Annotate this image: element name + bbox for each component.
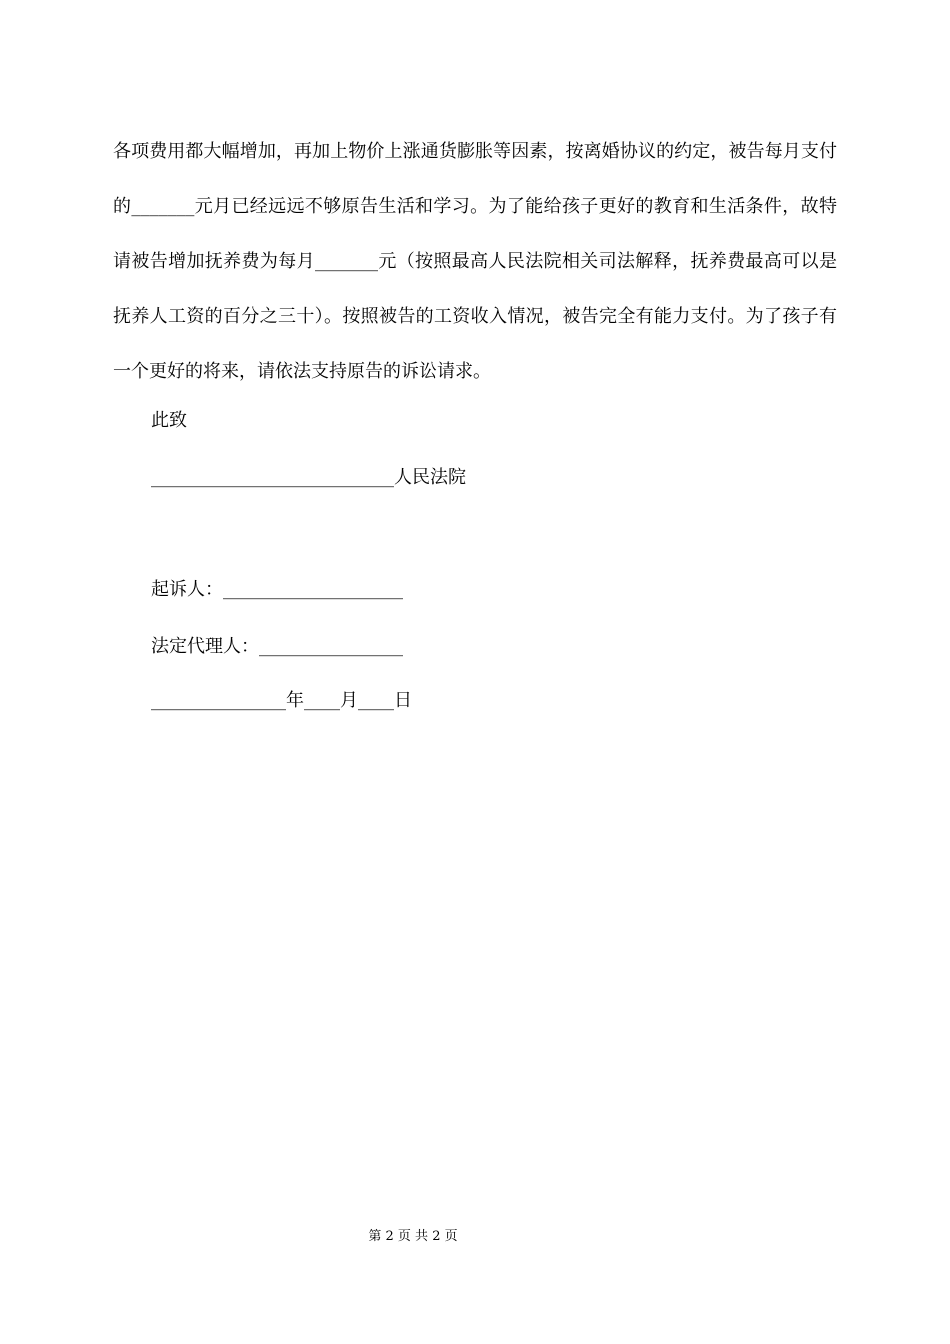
legal-agent-line: 法定代理人：________________ [151, 636, 403, 657]
salutation: 此致 [151, 410, 187, 431]
date-line: _______________年____月____日 [151, 690, 412, 711]
body-text [113, 124, 837, 399]
page-footer: 第 2 页 共 2 页 [368, 1229, 458, 1244]
court-line: ___________________________人民法院 [151, 467, 466, 488]
body-paragraph: 各项费用都大幅增加，再加上物价上涨通货膨胀等因素，按离婚协议的约定，被告每月支付的_______元月已经远远不够原告生活和学习。为了能给孩子更好的教育和生活条件，故特请被告增加抚养费为每月_______元（按照最高人民法院相关司法解释，抚养费最高可以是抚养人工资的百分之三十）。按照被告的工资收入情况，被告完全有能力支付。为了孩子有一个更好的将来，请依法支持原告的诉讼请求。 [113, 141, 837, 382]
plaintiff-line: 起诉人：____________________ [151, 579, 403, 600]
